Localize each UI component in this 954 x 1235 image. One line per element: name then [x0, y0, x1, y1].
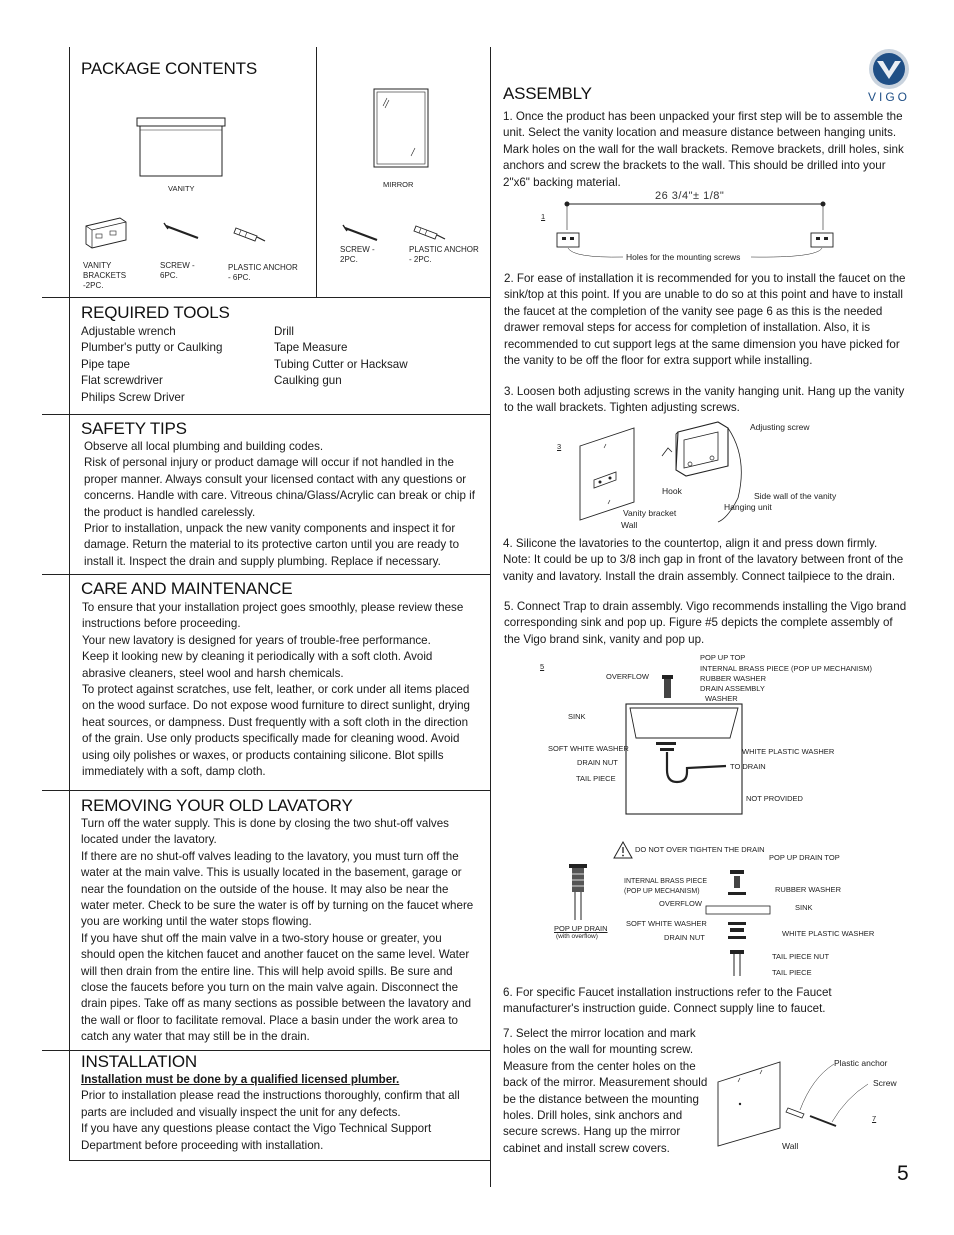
figure-7-wall: Wall — [782, 1141, 799, 1151]
fig5-drain-assembly: DRAIN ASSEMBLY — [700, 684, 765, 693]
fig5-overflow-2: OVERFLOW — [659, 899, 702, 908]
fig5-with-overflow: (with overflow) — [556, 933, 598, 940]
fig5-tail-piece-nut: TAIL PIECE NUT — [772, 952, 830, 961]
pop-up-drain-drawing — [566, 862, 590, 922]
removing-paragraph: If you have shut off the main valve in a two-story house or greater, you should open the kitchen faucet and another faucet on the same level. Water will then drain from the entire line. This will help avoid spills. Be sure and close the faucets before you turn on the main valve again. Disconnect the drain pipes. Take off as many sections as possible between the lavatory and the wall or floor to facilitate removal. Place a basin under the work area to catch any water that may still be in the drain. — [81, 931, 472, 1044]
fig5-sink: SINK — [568, 712, 586, 721]
screw-2-label: SCREW - 2PC. — [340, 245, 375, 264]
fig5-drain-nut: DRAIN NUT — [577, 758, 618, 767]
tool-item: Tubing Cutter or Hacksaw — [274, 357, 408, 371]
care-paragraph: Keep it looking new by cleaning it periodically with a soft cloth. Avoid abrasive cleaners, steel wool and harsh chemicals. — [82, 650, 433, 680]
removing-paragraph: If there are no shut-off valves leading to the lavatory, you must turn off the water at the main valve. This is usually located in the basement, garage or near the foundation on the outside of the house. It may also be near the water meter. Check to be sure the water is off by turning on the faucet where you are working until the water stops flowing. — [81, 849, 474, 929]
installation-body — [81, 1072, 477, 1154]
care-paragraph: Your new lavatory is designed for years of trouble-free performance. — [82, 633, 431, 647]
rule-safety — [42, 574, 490, 575]
figure-3-side-wall: Side wall of the vanity — [754, 491, 837, 501]
figure-7-number: 7 — [872, 1114, 877, 1123]
fig5-sink-2: SINK — [795, 903, 813, 912]
vanity-brackets-label: VANITY BRACKETS -2PC. — [83, 261, 127, 290]
column-divider — [490, 47, 491, 1187]
removing-paragraph: Turn off the water supply. This is done by closing the two shut-off valves located under the lavatory. — [81, 817, 449, 847]
page-number: 5 — [897, 1162, 909, 1185]
anchor-2-drawing — [413, 222, 449, 244]
anchor-6-drawing — [233, 224, 269, 246]
screw-2-drawing — [341, 224, 381, 244]
fig5-rubber-washer-2: RUBBER WASHER — [775, 885, 841, 894]
rule-tools — [42, 414, 490, 415]
installation-warning: Installation must be done by a qualified licensed plumber. — [81, 1073, 400, 1086]
tool-item: Pipe tape — [81, 357, 130, 371]
assembly-title: ASSEMBLY — [503, 84, 592, 103]
assembly-step-7: 7. Select the mirror location and mark holes on the wall for mounting screw. Measure from the center holes on the back of the mirror. Measurement should be the distance between the mounting holes. Drill holes, sink anchors and secure screws. Hang up the mirror cabinet and install screw covers. — [503, 1027, 708, 1155]
removing-old-body — [81, 816, 478, 1046]
tool-item: Caulking gun — [274, 374, 342, 388]
figure-5-number: 5 — [540, 662, 545, 671]
vigo-logo — [864, 48, 914, 104]
figure-3-hanging-unit: Hanging unit — [724, 502, 772, 512]
installation-paragraph: If you have any questions please contact the Vigo Technical Support Department before proceeding with installation. — [81, 1122, 432, 1152]
care-maintenance-body — [82, 600, 477, 780]
fig5-pop-up-top: POP UP TOP — [700, 653, 746, 662]
care-paragraph: To protect against scratches, use felt, leather, or cork under all items placed on the wood surface. Do not expose wood furniture to direct sunlight, drying heat sources, or dampness. Dust frequently with a soft cloth in the direction of the grain. Use only products specifically made for cleaning wood. Avoid using oily polishes or waxes, or products containing silicone. Blot spills immediately with a soft, damp cloth. — [82, 683, 470, 779]
mirror-label: MIRROR — [383, 180, 414, 189]
vanity-label: VANITY — [168, 184, 195, 193]
left-column-border — [69, 47, 70, 1160]
fig5-not-provided: NOT PROVIDED — [746, 794, 803, 803]
fig5-white-plastic-washer-2: WHITE PLASTIC WASHER — [782, 929, 875, 938]
care-paragraph: To ensure that your installation project goes smoothly, please review these instructions before proceeding. — [82, 601, 464, 631]
figure-3-number: 3 — [557, 442, 562, 451]
figure-3-wall: Wall — [621, 520, 638, 530]
assembly-step-2: 2. For ease of installation it is recommended for you to install the faucet on the sink/top at this point. If you are unable to do so at this point and have to install the faucet at the completion of the vanity see page 6 as this is the needed drawer removal steps for access for completion of installation. Also, it is recommended to cut support legs at the same dimension you have picked for the vanity to be off the floor for extra support while installing. — [504, 272, 906, 368]
tools-right-list — [274, 324, 474, 390]
caution-icon — [613, 841, 633, 859]
installation-paragraph: Prior to installation please read the instructions thoroughly, confirm that all parts are included and visually inspect the unit for any defects. — [81, 1089, 460, 1119]
assembly-step-3: 3. Loosen both adjusting screws in the vanity hanging unit. Hang up the vanity to the wall brackets. Tighten adjusting screws. — [504, 385, 905, 415]
fig5-to-drain: TO DRAIN — [730, 762, 766, 771]
fig5-soft-white-washer-2: SOFT WHITE WASHER — [626, 919, 707, 928]
safety-tips-body — [84, 439, 480, 570]
anchor-6-label: PLASTIC ANCHOR - 6PC. — [228, 263, 298, 282]
fig5-rubber-washer: RUBBER WASHER — [700, 674, 766, 683]
assembly-step-5: 5. Connect Trap to drain assembly. Vigo recommends installing the Vigo brand corresponding sink and pop up. Figure #5 depicts the complete assembly of the Vigo brand sink, vanity and pop up. — [504, 600, 907, 646]
care-maintenance-title: CARE AND MAINTENANCE — [81, 579, 293, 598]
vanity-drawing — [136, 117, 228, 179]
fig5-washer: WASHER — [705, 694, 738, 703]
tool-item: Philips Screw Driver — [81, 390, 185, 404]
fig5-caution-text: DO NOT OVER TIGHTEN THE DRAIN — [635, 845, 765, 854]
tool-item: Flat screwdriver — [81, 374, 163, 388]
rule-removing — [42, 1050, 490, 1051]
figure-3-vanity-bracket: Vanity bracket — [623, 508, 677, 518]
package-contents-title: PACKAGE CONTENTS — [81, 59, 257, 78]
tool-item: Drill — [274, 325, 294, 338]
fig5-soft-white-washer: SOFT WHITE WASHER — [548, 744, 629, 753]
rule-installation — [69, 1160, 490, 1161]
logo-text: VIGO — [867, 90, 910, 104]
fig5-pop-up-drain-top: POP UP DRAIN TOP — [769, 853, 840, 862]
fig5-drain-nut-2: DRAIN NUT — [664, 933, 705, 942]
vigo-logo-mark — [864, 48, 914, 92]
tools-left-list — [81, 324, 271, 406]
package-divider — [316, 47, 317, 297]
tool-item: Plumber's putty or Caulking — [81, 341, 223, 355]
figure-1-drawing — [553, 200, 843, 260]
fig5-internal-brass-2b: (POP UP MECHANISM) — [624, 888, 700, 895]
fig5-internal-brass-2a: INTERNAL BRASS PIECE — [624, 878, 707, 885]
safety-paragraph: Risk of personal injury or product damage will occur if not handled in the proper manner. Always consult your licensed contact with any questions or concerns. Handle with care. Vitreous china/Glass/Acrylic can break or chip if the product is handled carelessly. — [84, 456, 475, 519]
assembly-step-1: 1. Once the product has been unpacked your first step will be to assemble the unit. Select the vanity location and measure distance between hanging units. Mark holes on the wall for the wall brackets. Remove brackets, drill holes, sink anchors and screw the brackets to the wall. This should be drilled into your 2"x6" backing material. — [503, 110, 904, 189]
fig5-pop-up-drain: POP UP DRAIN — [554, 924, 608, 933]
installation-title: INSTALLATION — [81, 1052, 197, 1071]
figure-1-holes-label: Holes for the mounting screws — [626, 252, 741, 262]
tool-item: Adjustable wrench — [81, 325, 176, 338]
figure-1-dimension: 26 3/4"± 1/8" — [655, 190, 725, 202]
figure-7-drawing — [716, 1058, 866, 1148]
fig5-internal-brass: INTERNAL BRASS PIECE (POP UP MECHANISM) — [700, 664, 872, 673]
tool-item: Tape Measure — [274, 341, 348, 355]
pop-up-exploded-drawing — [704, 866, 774, 976]
vanity-brackets-drawing — [84, 214, 130, 250]
fig5-tail-piece: TAIL PIECE — [576, 774, 616, 783]
safety-tips-title: SAFETY TIPS — [81, 419, 187, 438]
fig5-white-plastic-washer: WHITE PLASTIC WASHER — [742, 747, 835, 756]
assembly-step-6: 6. For specific Faucet installation instructions refer to the Faucet manufacturer's instruction guide. Connect supply line to faucet. — [503, 986, 832, 1016]
fig5-overflow: OVERFLOW — [606, 672, 649, 681]
figure-7-screw: Screw — [873, 1078, 897, 1088]
required-tools-title: REQUIRED TOOLS — [81, 303, 230, 322]
figure-3-adjusting-screw: Adjusting screw — [750, 422, 810, 432]
screw-6-drawing — [162, 222, 202, 242]
safety-paragraph: Prior to installation, unpack the new vanity components and inspect it for damage. Return the material to its protective carton until you are ready to install it. Inspect the drain and supply plumbing. Replace if necessary. — [84, 522, 460, 568]
figure-3-hook: Hook — [662, 486, 682, 496]
rule-care — [42, 790, 490, 791]
screw-6-label: SCREW - 6PC. — [160, 261, 195, 280]
removing-old-title: REMOVING YOUR OLD LAVATORY — [81, 796, 353, 815]
figure-1-number: 1 — [541, 212, 546, 221]
fig5-tail-piece-2: TAIL PIECE — [772, 968, 812, 977]
anchor-2-label: PLASTIC ANCHOR - 2PC. — [409, 245, 479, 264]
safety-paragraph: Observe all local plumbing and building codes. — [84, 440, 324, 453]
rule-package — [42, 297, 490, 298]
mirror-drawing — [373, 88, 429, 168]
figure-7-plastic-anchor: Plastic anchor — [834, 1058, 888, 1068]
assembly-step-4: 4. Silicone the lavatories to the countertop, align it and press down firmly. Note: It could be up to 3/8 inch gap in front of the lavatory between front of the vanity and lavatory. Install the drain assembly. Connect tailpiece to the drain. — [503, 537, 904, 583]
